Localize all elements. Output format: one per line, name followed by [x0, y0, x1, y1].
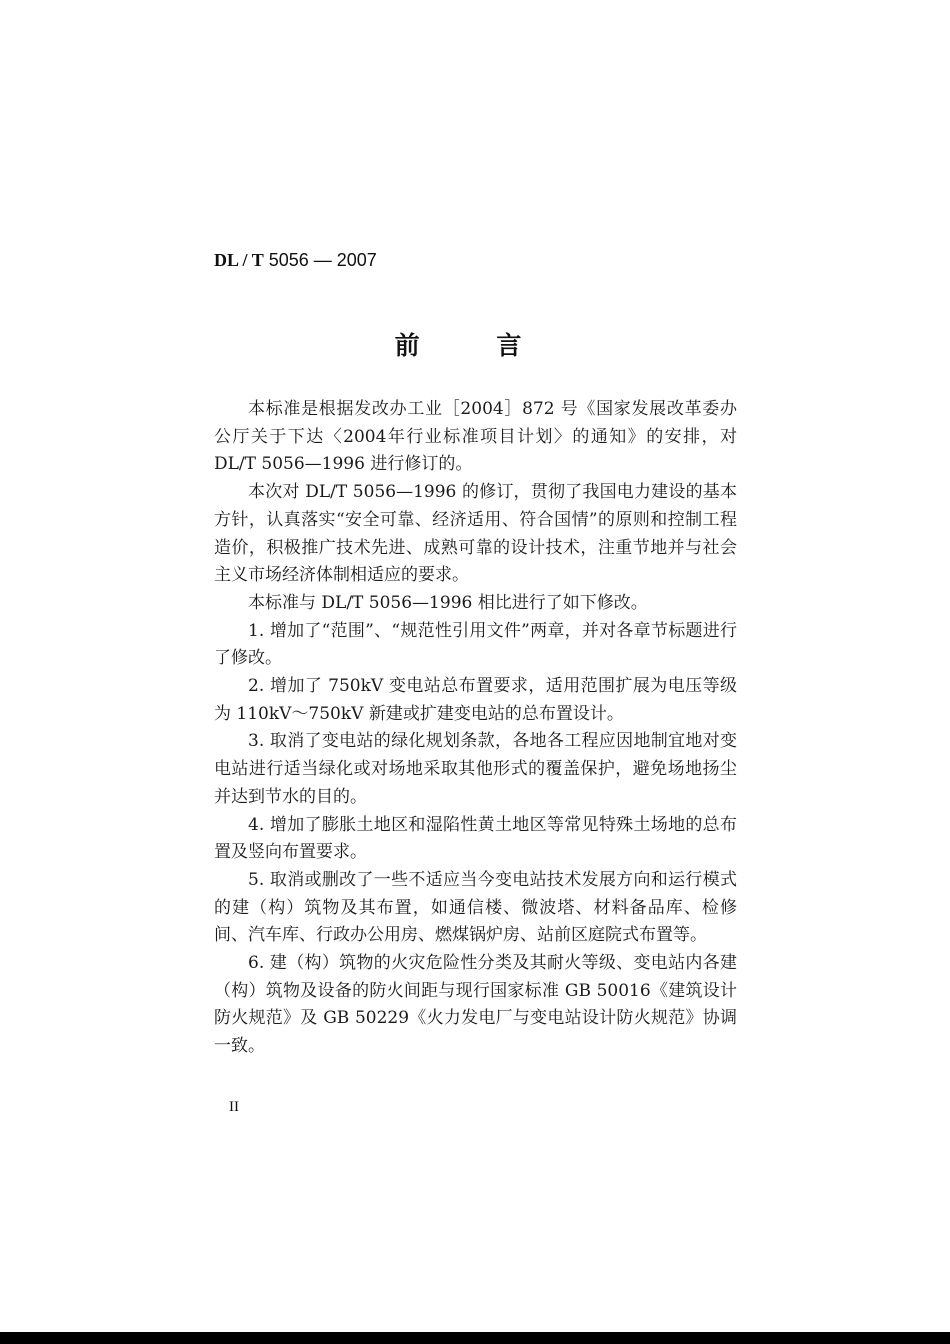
paragraph-revision-principles: 本次对 DL/T 5056—1996 的修订，贯彻了我国电力建设的基本方针，认真落实“安全可靠、经济适用、符合国情”的原则和控制工程造价，积极推广技术先进、成熟可靠的设计技术，注重节地并与社会主义市场经济体制相适应的要求。 — [214, 482, 737, 586]
page-title: 前 言 — [394, 331, 556, 360]
page-number: II — [229, 1099, 239, 1115]
list-item: 4. 增加了膨胀土地区和湿陷性黄土地区等常见特殊土场地的总布置及竖向布置要求。 — [214, 814, 737, 863]
list-item: 3. 取消了变电站的绿化规划条款，各地各工程应因地制宜地对变电站进行适当绿化或对场地采取其他形式的覆盖保护，避免场地扬尘并达到节水的目的。 — [214, 731, 737, 807]
list-item: 5. 取消或删改了一些不适应当今变电站技术发展方向和运行模式的建（构）筑物及其布置，如通信楼、微波塔、材料备品库、检修间、汽车库、行政办公用房、燃煤锅炉房、站前区庭院式布置等。 — [214, 869, 737, 946]
list-item: 2. 增加了 750kV 变电站总布置要求，适用范围扩展为电压等级为 110kV～750kV 新建或扩建变电站的总布置设计。 — [214, 676, 737, 724]
list-item: 6. 建（构）筑物的火灾危险性分类及其耐火等级、变电站内各建（构）筑物及设备的防火间距与现行国家标准 GB 50016《建筑设计防火规范》及 GB 50229《火力发电厂与变电站设计防火规范》协调一致。 — [214, 953, 737, 1057]
paragraph-changes-lead: 本标准与 DL/T 5056—1996 相比进行了如下修改。 — [248, 592, 648, 613]
bottom-border — [0, 1332, 950, 1344]
paragraph-intro: 本标准是根据发改办工业［2004］872 号《国家发展改革委办公厅关于下达〈2004年行业标准项目计划〉的通知》的安排，对 DL/T 5056—1996 进行修订的。 — [214, 399, 737, 475]
list-item: 1. 增加了“范围”、“规范性引用文件”两章，并对各章节标题进行了修改。 — [214, 620, 737, 669]
standard-number: 5056 — 2007 — [268, 250, 377, 270]
standard-code — [214, 250, 377, 271]
foreword-body — [214, 396, 737, 1061]
standard-prefix: DL / T — [214, 250, 264, 270]
